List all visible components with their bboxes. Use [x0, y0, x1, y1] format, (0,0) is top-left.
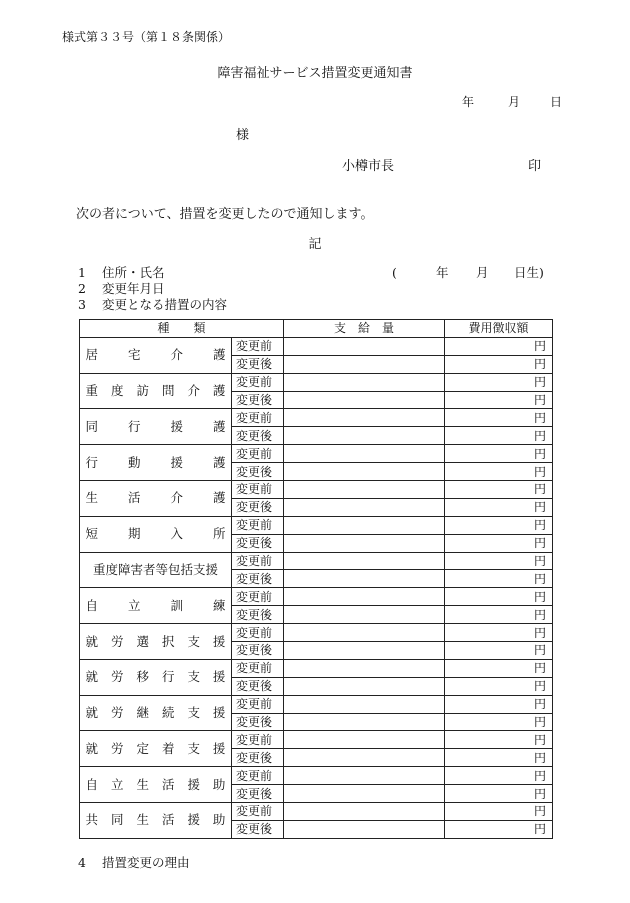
after-change-label: 変更後	[232, 713, 284, 731]
supply-amount-cell	[284, 445, 445, 463]
after-change-label: 変更後	[232, 355, 284, 373]
supply-amount-cell	[284, 409, 445, 427]
after-change-label: 変更後	[232, 642, 284, 660]
before-change-label: 変更前	[232, 337, 284, 355]
supply-amount-cell	[284, 570, 445, 588]
service-type-label: 行 動 援 護	[85, 454, 226, 470]
item-number: 1	[78, 265, 86, 280]
supply-amount-cell	[284, 588, 445, 606]
fee-yen-cell: 円	[445, 749, 553, 767]
supply-amount-cell	[284, 552, 445, 570]
before-change-label: 変更前	[232, 552, 284, 570]
fee-yen-cell: 円	[445, 677, 553, 695]
service-type-cell	[80, 337, 232, 373]
after-change-label: 変更後	[232, 677, 284, 695]
birth-day-label: 日生)	[514, 265, 544, 280]
birth-month-label: 月	[476, 265, 489, 280]
supply-amount-cell	[284, 695, 445, 713]
item-measure-content	[78, 295, 227, 313]
service-type-label: 就 労 選 択 支 援	[85, 633, 226, 649]
table-row	[80, 624, 553, 642]
service-type-cell	[80, 731, 232, 767]
supply-amount-cell	[284, 534, 445, 552]
after-change-label: 変更後	[232, 427, 284, 445]
table-row	[80, 659, 553, 677]
supply-amount-cell	[284, 606, 445, 624]
fee-yen-cell: 円	[445, 337, 553, 355]
fee-yen-cell: 円	[445, 624, 553, 642]
supply-amount-cell	[284, 463, 445, 481]
before-change-label: 変更前	[232, 481, 284, 499]
supply-amount-cell	[284, 498, 445, 516]
item-number: 2	[78, 281, 86, 296]
service-type-cell	[80, 481, 232, 517]
fee-yen-cell: 円	[445, 731, 553, 749]
service-type-label: 自 立 訓 練	[85, 597, 226, 613]
fee-yen-cell: 円	[445, 498, 553, 516]
after-change-label: 変更後	[232, 820, 284, 838]
fee-yen-cell: 円	[445, 427, 553, 445]
supply-amount-cell	[284, 820, 445, 838]
birth-year-label: 年	[436, 265, 449, 280]
fee-yen-cell: 円	[445, 606, 553, 624]
table-row	[80, 731, 553, 749]
fee-yen-cell: 円	[445, 463, 553, 481]
date-year-label: 年	[462, 95, 475, 109]
before-change-label: 変更前	[232, 659, 284, 677]
issuer-name: 小樽市長	[342, 159, 395, 174]
item-reason	[78, 853, 190, 871]
service-type-cell	[80, 552, 232, 588]
birthdate-field	[392, 263, 544, 281]
before-change-label: 変更前	[232, 588, 284, 606]
fee-yen-cell: 円	[445, 534, 553, 552]
service-type-label: 重度障害者等包括支援	[92, 561, 218, 577]
fee-yen-cell: 円	[445, 481, 553, 499]
supply-amount-cell	[284, 355, 445, 373]
before-change-label: 変更前	[232, 624, 284, 642]
header-supply-amount: 支 給 量	[284, 320, 445, 338]
service-type-label: 生 活 介 護	[85, 490, 226, 506]
before-change-label: 変更前	[232, 731, 284, 749]
fee-yen-cell: 円	[445, 803, 553, 821]
service-type-cell	[80, 659, 232, 695]
fee-yen-cell: 円	[445, 409, 553, 427]
table-row	[80, 767, 553, 785]
service-type-cell	[80, 516, 232, 552]
supply-amount-cell	[284, 624, 445, 642]
supply-amount-cell	[284, 337, 445, 355]
service-type-cell	[80, 767, 232, 803]
after-change-label: 変更後	[232, 463, 284, 481]
fee-yen-cell: 円	[445, 713, 553, 731]
supply-amount-cell	[284, 373, 445, 391]
supply-amount-cell	[284, 785, 445, 803]
service-type-cell	[80, 624, 232, 660]
service-type-label: 自 立 生 活 援 助	[85, 776, 226, 792]
fee-yen-cell: 円	[445, 695, 553, 713]
table-body	[80, 337, 553, 838]
after-change-label: 変更後	[232, 606, 284, 624]
table-row	[80, 695, 553, 713]
fee-yen-cell: 円	[445, 820, 553, 838]
service-type-cell	[80, 588, 232, 624]
after-change-label: 変更後	[232, 391, 284, 409]
after-change-label: 変更後	[232, 570, 284, 588]
intro-text: 次の者について、措置を変更したので通知します。	[76, 207, 374, 222]
supply-amount-cell	[284, 677, 445, 695]
service-type-label: 就 労 継 続 支 援	[85, 705, 226, 721]
item-number: 4	[78, 855, 86, 870]
fee-yen-cell: 円	[445, 373, 553, 391]
service-type-cell	[80, 695, 232, 731]
table-row	[80, 588, 553, 606]
service-type-cell	[80, 373, 232, 409]
header-fee: 費用徴収額	[445, 320, 553, 338]
before-change-label: 変更前	[232, 516, 284, 534]
fee-yen-cell: 円	[445, 588, 553, 606]
item-label: 変更年月日	[102, 281, 165, 296]
item-number: 3	[78, 297, 86, 312]
supply-amount-cell	[284, 713, 445, 731]
supply-amount-cell	[284, 642, 445, 660]
birth-open-paren: (	[392, 265, 397, 280]
supply-amount-cell	[284, 516, 445, 534]
fee-yen-cell: 円	[445, 355, 553, 373]
fee-yen-cell: 円	[445, 445, 553, 463]
fee-yen-cell: 円	[445, 391, 553, 409]
before-change-label: 変更前	[232, 767, 284, 785]
fee-yen-cell: 円	[445, 767, 553, 785]
table-row	[80, 552, 553, 570]
after-change-label: 変更後	[232, 749, 284, 767]
service-type-label: 短 期 入 所	[85, 526, 226, 542]
service-type-cell	[80, 445, 232, 481]
after-change-label: 変更後	[232, 785, 284, 803]
supply-amount-cell	[284, 731, 445, 749]
before-change-label: 変更前	[232, 445, 284, 463]
service-type-cell	[80, 803, 232, 839]
before-change-label: 変更前	[232, 803, 284, 821]
seal-mark: 印	[528, 159, 542, 174]
fee-yen-cell: 円	[445, 570, 553, 588]
addressee-suffix: 様	[236, 128, 250, 143]
service-type-label: 就 労 定 着 支 援	[85, 740, 226, 756]
header-type: 種 類	[80, 320, 284, 338]
fee-yen-cell: 円	[445, 785, 553, 803]
table-row	[80, 803, 553, 821]
service-type-label: 同 行 援 護	[85, 418, 226, 434]
form-number: 様式第３３号（第１８条関係）	[62, 30, 231, 44]
before-change-label: 変更前	[232, 409, 284, 427]
table-row	[80, 373, 553, 391]
date-day-label: 日	[550, 95, 563, 109]
item-label: 変更となる措置の内容	[102, 297, 228, 312]
item-label: 住所・氏名	[102, 265, 165, 280]
date-line	[462, 93, 562, 110]
table-row	[80, 445, 553, 463]
table-header-row	[80, 320, 553, 338]
supply-amount-cell	[284, 803, 445, 821]
service-type-label: 居 宅 介 護	[85, 347, 226, 363]
supply-amount-cell	[284, 391, 445, 409]
supply-amount-cell	[284, 749, 445, 767]
fee-yen-cell: 円	[445, 642, 553, 660]
supply-amount-cell	[284, 767, 445, 785]
fee-yen-cell: 円	[445, 552, 553, 570]
ki-heading: 記	[308, 237, 322, 252]
service-type-label: 重 度 訪 問 介 護	[85, 383, 226, 399]
measures-table	[79, 319, 553, 839]
before-change-label: 変更前	[232, 695, 284, 713]
service-type-cell	[80, 409, 232, 445]
after-change-label: 変更後	[232, 498, 284, 516]
service-type-label: 就 労 移 行 支 援	[85, 669, 226, 685]
table-row	[80, 481, 553, 499]
before-change-label: 変更前	[232, 373, 284, 391]
fee-yen-cell: 円	[445, 516, 553, 534]
supply-amount-cell	[284, 481, 445, 499]
table-row	[80, 409, 553, 427]
service-type-label: 共 同 生 活 援 助	[85, 812, 226, 828]
date-month-label: 月	[508, 95, 521, 109]
table-row	[80, 516, 553, 534]
table-row	[80, 337, 553, 355]
supply-amount-cell	[284, 427, 445, 445]
fee-yen-cell: 円	[445, 659, 553, 677]
document-title: 障害福祉サービス措置変更通知書	[217, 66, 413, 81]
supply-amount-cell	[284, 659, 445, 677]
item-label: 措置変更の理由	[102, 855, 190, 870]
after-change-label: 変更後	[232, 534, 284, 552]
